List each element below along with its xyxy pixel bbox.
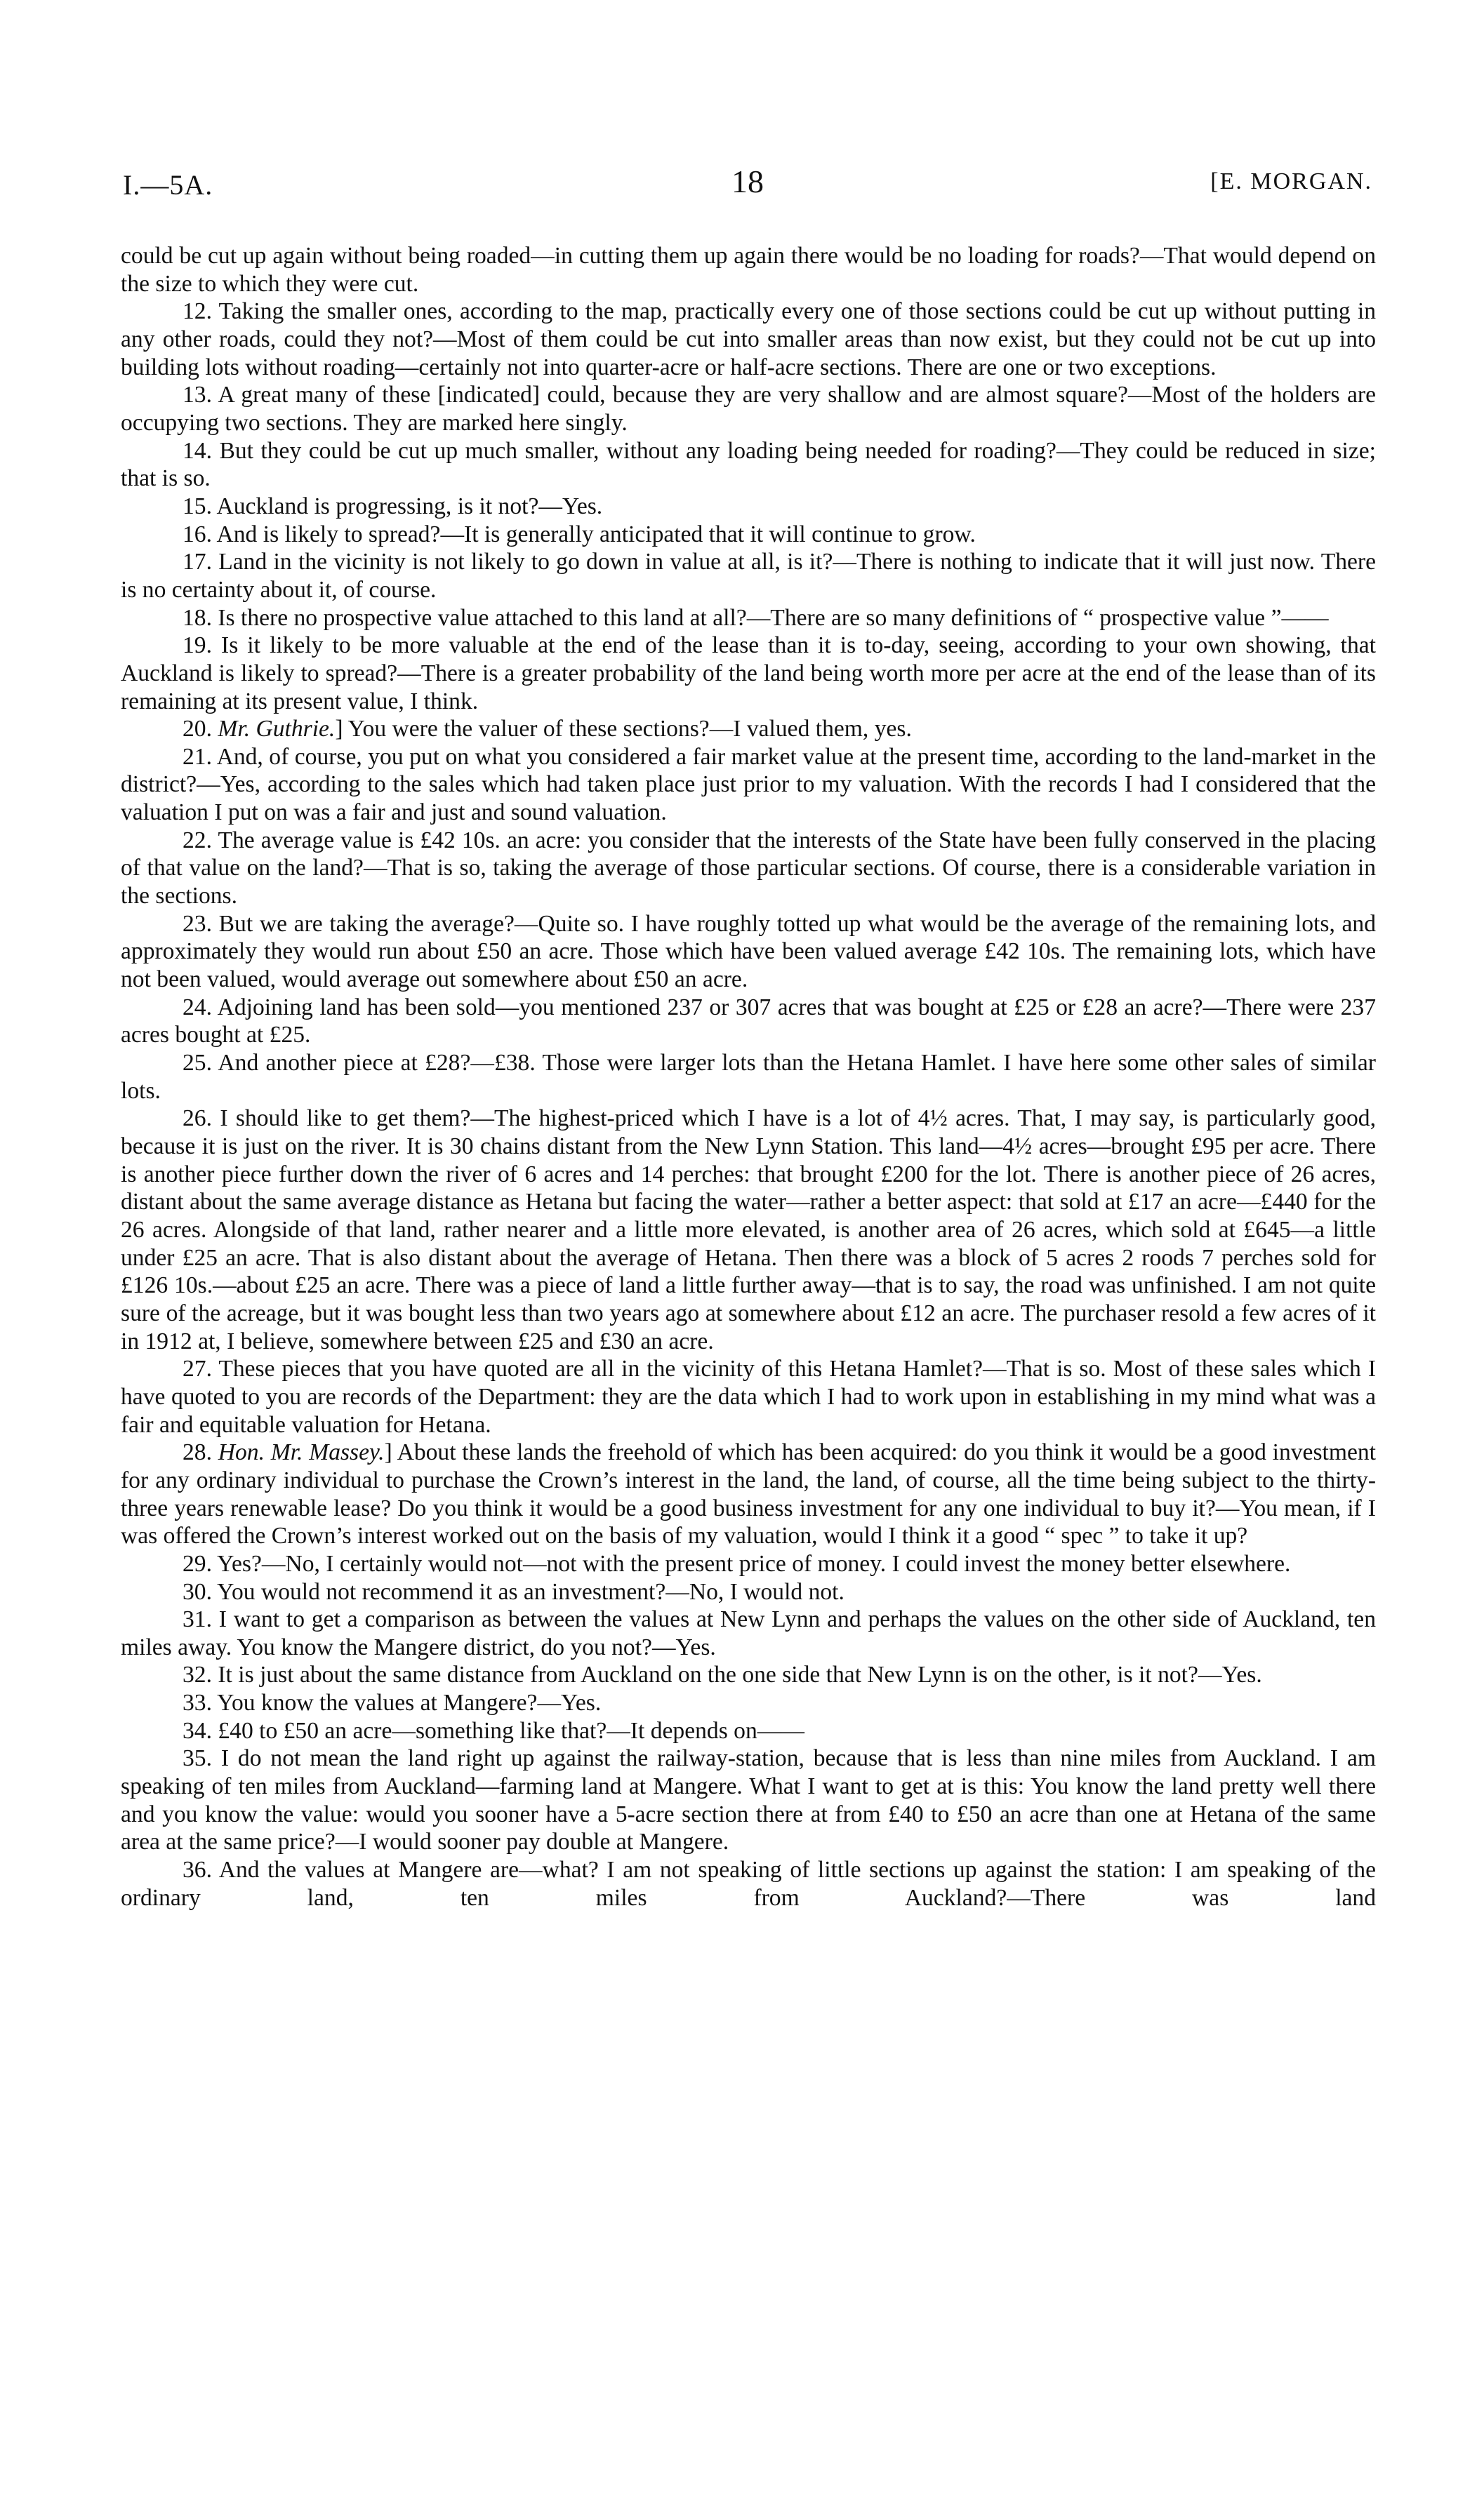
paragraph: 27. These pieces that you have quoted are all in the vicinity of this Hetana Hamlet?—That is so. Most of these sales which I have quoted to you are records of the Department: they are the data which I had to work upon in establishing in my mind what was a fair and equitable valuation for Hetana. [121, 1356, 1376, 1438]
paragraph: 25. And another piece at £28?—£38. Those were larger lots than the Hetana Hamlet. I have here some other sales of similar lots. [121, 1050, 1376, 1104]
paragraph: 18. Is there no prospective value attached to this land at all?—There are so many definitions of “ prospective value ”—— [183, 604, 1329, 631]
paragraph: 15. Auckland is progressing, is it not?—Yes. [183, 493, 603, 519]
paragraph: 29. Yes?—No, I certainly would not—not with the present price of money. I could invest the money better elsewhere. [183, 1550, 1291, 1577]
paragraph: 16. And is likely to spread?—It is generally anticipated that it will continue to grow. [183, 521, 976, 547]
page-number: 18 [731, 164, 764, 199]
paragraph: 31. I want to get a comparison as between the values at New Lynn and perhaps the values on the other side of Auckland, ten miles away. You know the Mangere district, do you not?—Yes. [121, 1606, 1376, 1660]
speaker-name: Mr. Guthrie. [218, 716, 336, 742]
page-header [123, 164, 1372, 211]
paragraph: 17. Land in the vicinity is not likely to go down in value at all, is it?—There is nothing to indicate that it will just now. There is no certainty about it, of course. [121, 549, 1376, 603]
paragraph: 21. And, of course, you put on what you considered a fair market value at the present time, according to the land-market in the district?—Yes, according to the sales which had taken place just prior to my valuation. With the records I had I considered that the valuation I put on was a fair and just and sound valuation. [121, 743, 1376, 826]
speaker-name: Hon. Mr. Massey. [218, 1439, 385, 1466]
paragraph: 28. Hon. Mr. Massey.] About these lands the freehold of which has been acquired: do you think it would be a good investment for any ordinary individual to purchase the Crown’s interest in the land, the land, of course, all the time being subject to the thirty-three years renewable lease? Do you think it would be a good business investment for any one individual to buy it?—You mean, if I was offered the Crown’s interest worked out on the basis of my valuation, would I think it a good “ spec ” to take it up? [121, 1439, 1377, 1549]
paragraph: 22. The average value is £42 10s. an acre: you consider that the interests of the State have been fully conserved in the placing of that value on the land?—That is so, taking the average of those particular sections. Of course, there is a considerable variation in the sections. [121, 827, 1376, 909]
paragraph: 23. But we are taking the average?—Quite so. I have roughly totted up what would be the average of the remaining lots, and approximately they would run about £50 an acre. Those which have been valued average £42 10s. The remaining lots, which have not been valued, would average out somewhere about £50 an acre. [121, 910, 1376, 993]
paragraph: 30. You would not recommend it as an investment?—No, I would not. [183, 1578, 844, 1605]
paragraph: 36. And the values at Mangere are—what? I am not speaking of little sections up against the station: I am speaking of the ordinary land, ten miles from Auckland?—There was land [121, 1857, 1376, 1911]
paragraph: 20. Mr. Guthrie.] You were the valuer of these sections?—I valued them, yes. [183, 716, 912, 742]
paragraph: 14. But they could be cut up much smaller, without any loading being needed for roading?—They could be reduced in size; that is so. [121, 437, 1376, 492]
paragraph: 32. It is just about the same distance from Auckland on the one side that New Lynn is on the other, is it not?—Yes. [183, 1662, 1262, 1688]
paragraph: 26. I should like to get them?—The highest-priced which I have is a lot of 4½ acres. That, I may say, is particularly good, because it is just on the river. It is 30 chains distant from the New Lynn Station. This land—4½ acres—brought £95 per acre. There is another piece further down the river of 6 acres and 14 perches: that brought £200 for the lot. There is another piece of 26 acres, distant about the same average distance as Hetana but facing the water—rather a better aspect: that sold at £17 an acre—£440 for the 26 acres. Alongside of that land, rather nearer and a little more elevated, is another area of 26 acres, which sold at £645—a little under £25 an acre. That is also distant about the average of Hetana. Then there was a block of 5 acres 2 roods 7 perches sold for £126 10s.—about £25 an acre. There was a piece of land a little further away—that is to say, the road was unfinished. I am not quite sure of the acreage, but it was bought less than two years ago at somewhere about £12 an acre. The purchaser resold a few acres of it in 1912 at, I believe, somewhere between £25 and £30 an acre. [121, 1105, 1376, 1354]
witness-name: [E. MORGAN. [1210, 168, 1372, 194]
document-reference: I.—5A. [123, 169, 213, 201]
paragraph: 12. Taking the smaller ones, according to the map, practically every one of those sections could be cut up without putting in any other roads, could they not?—Most of them could be cut into smaller areas than now exist, but they could not be cut up into building lots without roading—certainly not into quarter-acre or half-acre sections. There are one or two exceptions. [121, 298, 1376, 380]
paragraph: could be cut up again without being roaded—in cutting them up again there would be no loading for roads?—That would depend on the size to which they were cut. [121, 243, 1376, 297]
paragraph: 33. You know the values at Mangere?—Yes. [183, 1690, 602, 1716]
paragraph: 35. I do not mean the land right up against the railway-station, because that is less than nine miles from Auckland. I am speaking of ten miles from Auckland—farming land at Mangere. What I want to get at is this: You know the land pretty well there and you know the value: would you sooner have a 5-acre section there at from £40 to £50 an acre than one at Hetana of the same area at the same price?—I would sooner pay double at Mangere. [121, 1745, 1376, 1855]
paragraph: 13. A great many of these [indicated] could, because they are very shallow and are almost square?—Most of the holders are occupying two sections. They are marked here singly. [121, 382, 1376, 436]
evidence-text [121, 242, 1376, 1912]
paragraph: 19. Is it likely to be more valuable at the end of the lease than it is to-day, seeing, according to your own showing, that Auckland is likely to spread?—There is a greater probability of the land being worth more per acre at the end of the lease than of its remaining at its present value, I think. [121, 632, 1376, 714]
paragraph: 24. Adjoining land has been sold—you mentioned 237 or 307 acres that was bought at £25 or £28 an acre?—There were 237 acres bought at £25. [121, 994, 1376, 1048]
paragraph: 34. £40 to £50 an acre—something like that?—It depends on—— [183, 1717, 804, 1744]
